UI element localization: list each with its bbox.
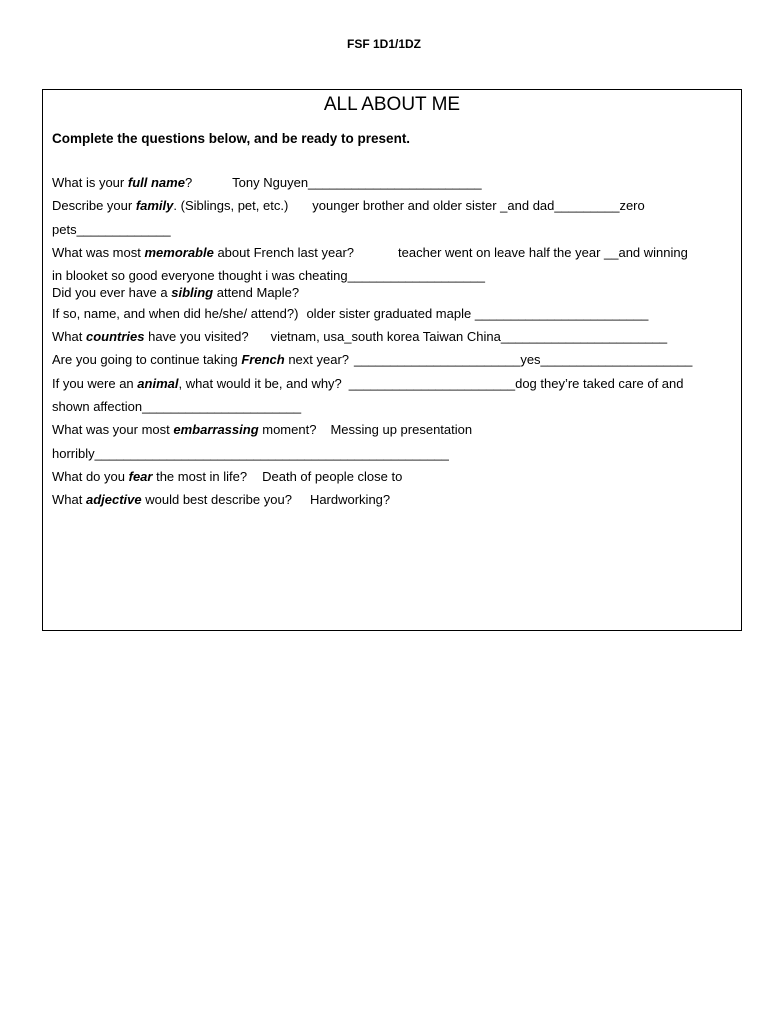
answer-text[interactable]: younger brother and older sister _and dad_________zero [312,198,645,214]
keyword: adjective [85,492,142,508]
answer-text[interactable]: pets_____________ [52,221,171,237]
answer-text[interactable]: Messing up presentation [330,422,473,438]
keyword: family [135,198,174,214]
keyword: memorable [144,244,214,260]
question-line: What countries have you visited? vietnam, usa_south korea Taiwan China_______________________ [52,329,668,345]
question-line: What adjective would best describe you? Hardworking? [52,492,391,508]
keyword: sibling [171,285,214,301]
answer-text[interactable]: _______________________yes_____________________ [354,352,693,368]
keyword: full name [127,175,185,190]
instructions: Complete the questions below, and be ready to present. [52,131,411,146]
answer-text[interactable]: Hardworking? [309,492,391,508]
answer-text[interactable]: teacher went on leave half the year __and winning [398,244,688,260]
worksheet-box [42,89,742,631]
keyword: animal [137,375,179,391]
question-line: Describe your family. (Siblings, pet, etc.) younger brother and older sister _and dad_________zero [52,198,645,214]
question-list [52,171,732,512]
question-line: Did you ever have a sibling attend Maple? [52,285,300,301]
keyword: countries [85,329,145,345]
question-line: What do you fear the most in life? Death of people close to [52,468,403,484]
question-line: If you were an animal, what would it be, and why? _______________________dog they’re taked care of and [52,375,684,391]
answer-text[interactable]: horribly_________________________________________________ [52,445,449,461]
answer-text[interactable]: older sister graduated maple ________________________ [306,306,649,322]
answer-continuation [52,264,732,284]
course-code: FSF 1D1/1DZ [346,37,421,51]
answer-continuation [52,442,732,465]
question-line: If so, name, and when did he/she/ attend?) older sister graduated maple ________________________ [52,306,649,322]
question-line: Are you going to continue taking French next year? _______________________yes_____________________ [52,352,693,368]
answer-text[interactable]: _______________________dog they’re taked care of and [348,375,684,391]
answer-text[interactable]: shown affection______________________ [52,399,302,415]
answer-continuation [52,395,732,418]
question-line: What is your full name? Tony Nguyen________________________ [52,175,482,190]
question-line: What was your most embarrassing moment? Messing up presentation [52,422,473,438]
keyword: embarrassing [173,422,259,438]
question-line: What was most memorable about French last year? teacher went on leave half the year __and winning [52,244,688,260]
answer-text[interactable]: Tony Nguyen________________________ [232,175,482,190]
answer-continuation [52,218,732,241]
worksheet-title: ALL ABOUT ME [323,94,461,115]
answer-text[interactable]: Death of people close to [262,468,403,484]
keyword: fear [128,468,153,484]
keyword: French [241,352,285,368]
answer-text[interactable]: in blooket so good everyone thought i was cheating___________________ [52,268,485,284]
answer-text[interactable]: vietnam, usa_south korea Taiwan China_______________________ [270,329,668,345]
